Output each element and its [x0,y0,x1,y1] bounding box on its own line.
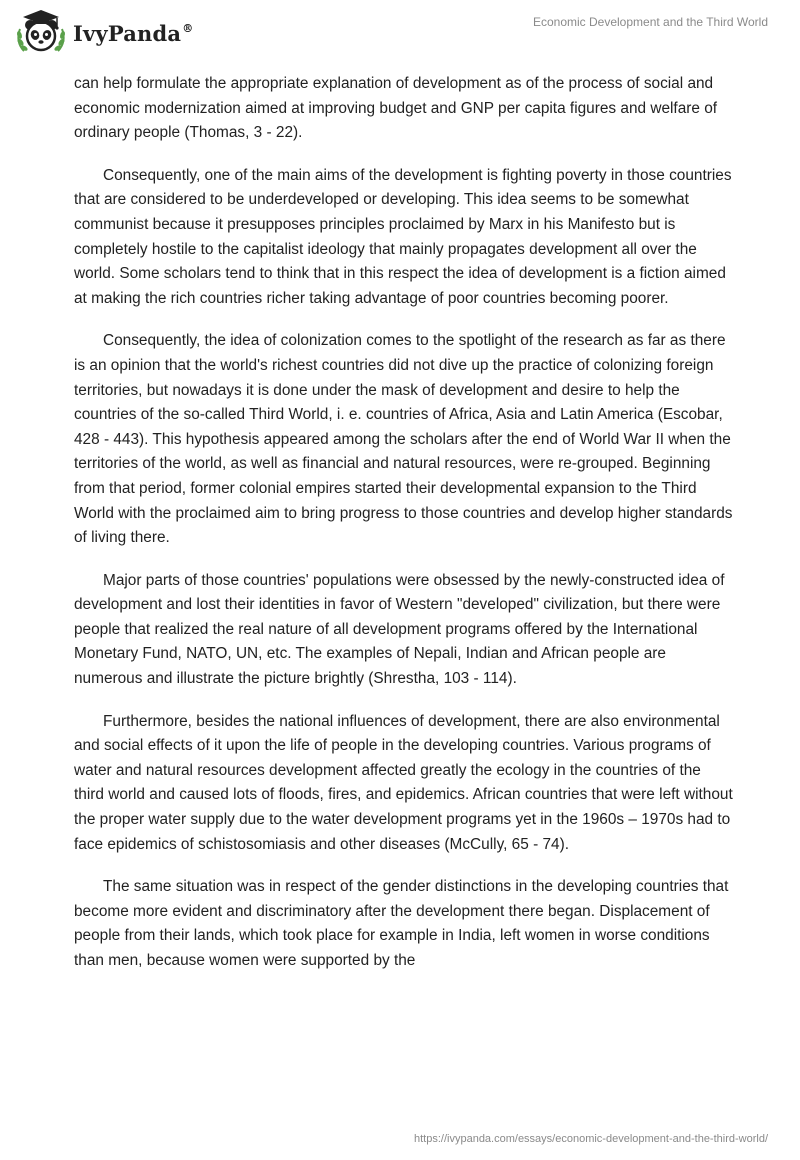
paragraph-6: The same situation was in respect of the gender distinctions in the developing countries that become more evident and discriminatory after the development there began. Displacement of people from their lands, which took place for example in India, left women in worse conditions than men, because women were supported by the [74,878,729,969]
essay-body [74,72,734,992]
paragraph-3: Consequently, the idea of colonization comes to the spotlight of the research as far as there is an opinion that the world's richest countries did not dive up the practice of colonizing foreign territories, but nowadays it is done under the mask of development and desire to help the countries of the so-called Third World, i. e. countries of Africa, Asia and Latin America (Escobar, 428 - 443). This hypothesis appeared among the scholars after the end of World War II when the territories of the world, as well as financial and natural resources, were re-grouped. Beginning from that period, former colonial empires started their developmental expansion to the Third World with the proclaimed aim to bring progress to those countries and develop higher standards of living there. [74,332,733,547]
paragraph-2: Consequently, one of the main aims of the development is fighting poverty in those countries that are considered to be underdeveloped or developing. This idea seems to be somewhat communist because it presupposes principles proclaimed by Marx in his Manifesto but is completely hostile to the capitalist ideology that mainly propagates development all over the world. Some scholars tend to think that in this respect the idea of development is a fiction aimed at making the rich countries richer taking advantage of poor countries becoming poorer. [74,166,732,307]
page-header [0,0,800,62]
paragraph-4: Major parts of those countries' populations were obsessed by the newly-constructed idea of development and lost their identities in favor of Western "developed" civilization, but there were people that realized the real nature of all development programs offered by the International Monetary Fund, NATO, UN, etc. The examples of Nepali, Indian and African people are numerous and illustrate the picture brightly (Shrestha, 103 - 114). [74,571,725,688]
panda-graduate-logo-icon [14,7,68,57]
source-url[interactable]: https://ivypanda.com/essays/economic-development-and-the-third-world/ [414,1133,768,1145]
registered-mark: ® [182,21,194,35]
brand-logo[interactable] [14,7,193,57]
paragraph-5: Furthermore, besides the national influences of development, there are also environmental and social effects of it upon the life of people in the developing countries. Various programs of water and natural resources development affected greatly the ecology in the countries of the third world and caused lots of floods, fires, and epidemics. African countries that were left without the proper water supply due to the water development programs yet in the 1960s – 1970s had to face epidemics of schistosomiasis and other diseases (McCully, 65 - 74). [74,712,733,853]
paragraph-1: can help formulate the appropriate explanation of development as of the process of social and economic modernization aimed at improving budget and GNP per capita figures and welfare of ordinary people (Thomas, 3 - 22). [74,75,718,142]
document-title: Economic Development and the Third World [532,15,768,29]
brand-name: IvyPanda® [73,20,194,46]
